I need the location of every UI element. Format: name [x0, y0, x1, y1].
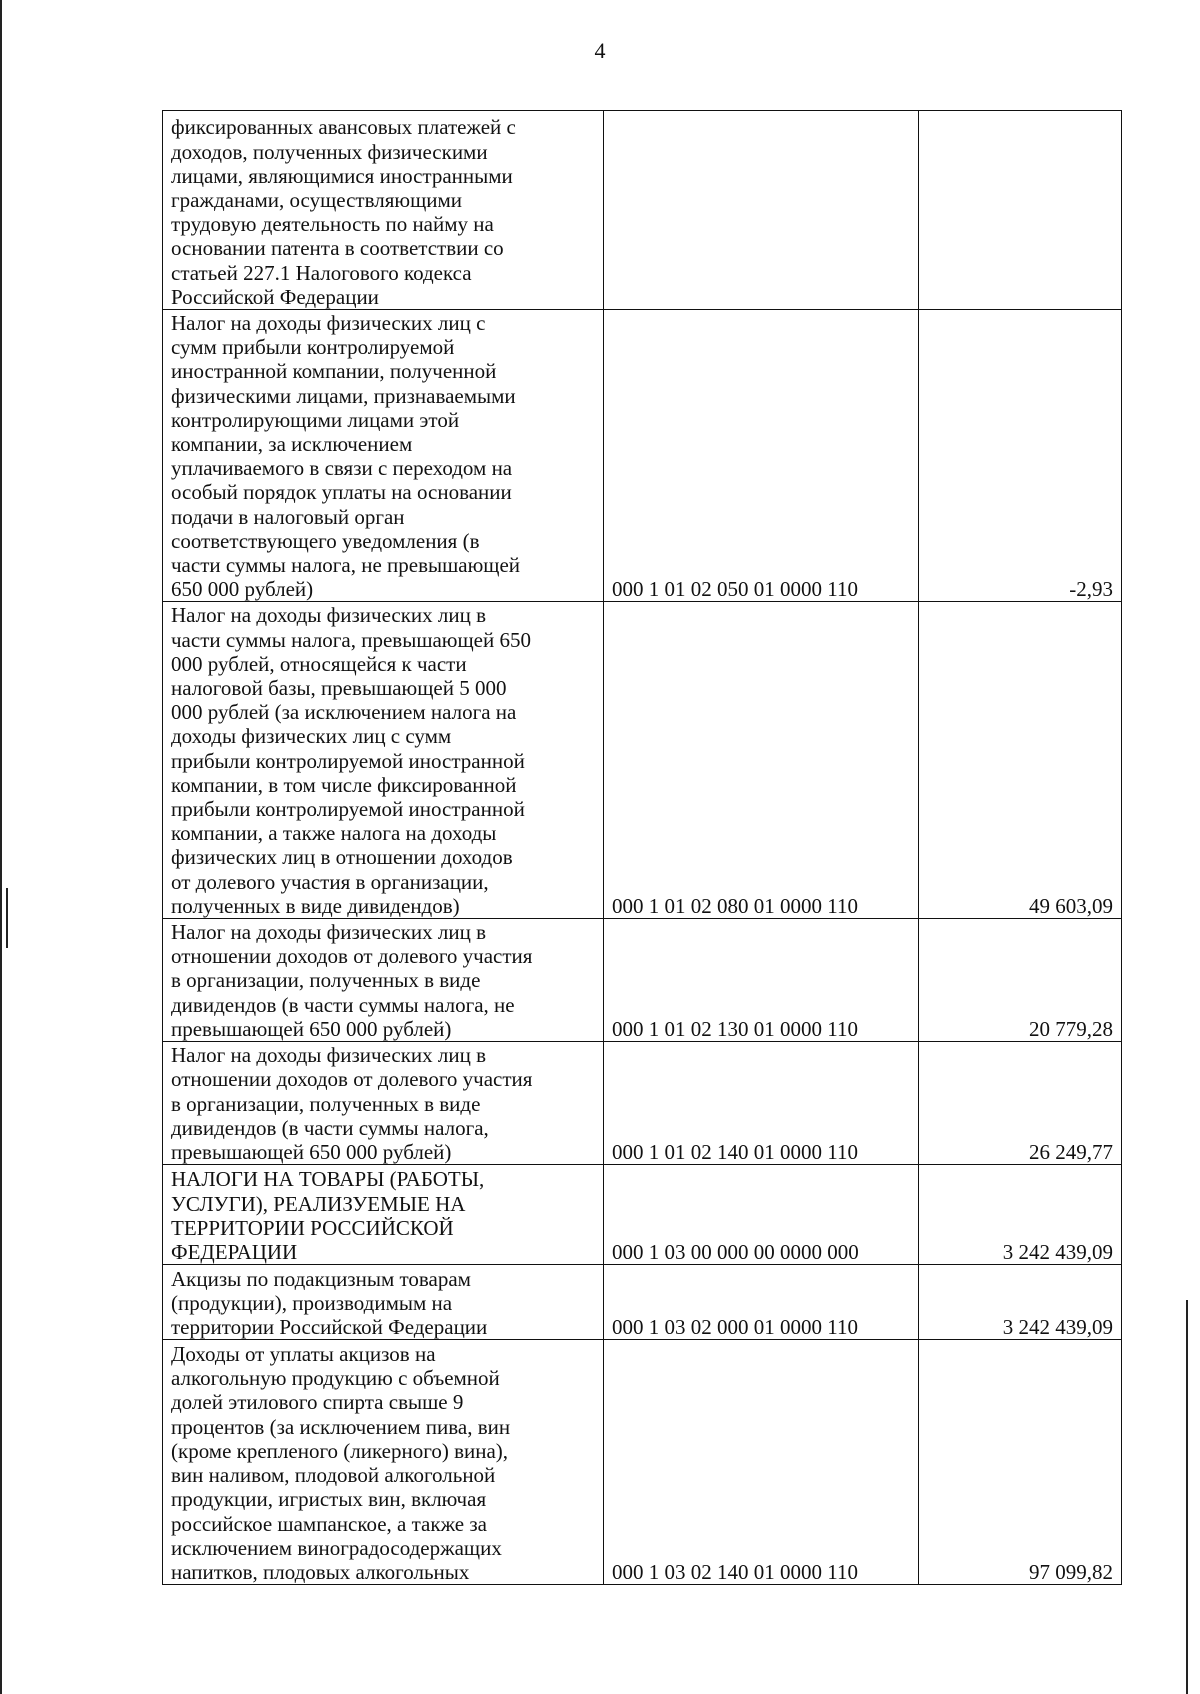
- row-name-cell: [163, 1042, 604, 1165]
- row-amount: 3 242 439,09: [1002, 1239, 1113, 1264]
- row-amount: 97 099,82: [1029, 1559, 1113, 1584]
- row-amount-cell: [919, 111, 1122, 310]
- table-row: [163, 1340, 1122, 1585]
- row-amount-cell: [919, 1042, 1122, 1165]
- row-code: 000 1 01 02 130 01 0000 110: [612, 1016, 858, 1041]
- page-number: 4: [594, 38, 606, 63]
- table-row: [163, 602, 1122, 919]
- row-code-cell: [604, 1042, 919, 1165]
- row-name: Налог на доходы физических лиц в отношении доходов от долевого участия в организации, полученных в виде дивидендов (в части суммы налога, не превышающей 650 000 рублей): [171, 920, 533, 1041]
- row-code: 000 1 03 00 000 00 0000 000: [612, 1239, 859, 1264]
- row-amount-cell: [919, 1165, 1122, 1265]
- row-code: 000 1 03 02 000 01 0000 110: [612, 1314, 858, 1339]
- row-name: НАЛОГИ НА ТОВАРЫ (РАБОТЫ, УСЛУГИ), РЕАЛИЗУЕМЫЕ НА ТЕРРИТОРИИ РОССИЙСКОЙ ФЕДЕРАЦИИ: [171, 1167, 485, 1264]
- row-amount: 26 249,77: [1029, 1139, 1113, 1164]
- row-code-cell: [604, 602, 919, 919]
- table-row: [163, 919, 1122, 1042]
- scan-edge-left: [0, 0, 2, 1694]
- row-code-cell: [604, 919, 919, 1042]
- row-name: Налог на доходы физических лиц в отношении доходов от долевого участия в организации, полученных в виде дивидендов (в части суммы налога, превышающей 650 000 рублей): [171, 1043, 533, 1164]
- row-amount: 20 779,28: [1029, 1016, 1113, 1041]
- row-code: 000 1 01 02 050 01 0000 110: [612, 577, 858, 602]
- row-name-cell: [163, 919, 604, 1042]
- table-row: [163, 111, 1122, 310]
- table-row: [163, 1165, 1122, 1265]
- row-name-cell: [163, 602, 604, 919]
- row-amount-cell: [919, 919, 1122, 1042]
- row-name: Доходы от уплаты акцизов на алкогольную продукцию с объемной долей этилового спирта свыше 9 процентов (за исключением пива, вин (кроме крепленого (ликерного) вина), вин наливом, плодовой алкогольной продукции, игристых вин, включая российское шампанское, а также за исключением виноградосодержащих напитков, плодовых алкогольных: [171, 1342, 511, 1584]
- row-name: Акцизы по подакцизным товарам (продукции), производимым на территории Российской Федерации: [171, 1266, 488, 1339]
- row-name-cell: [163, 111, 604, 310]
- row-code-cell: [604, 1265, 919, 1340]
- scan-mark: [6, 888, 8, 948]
- row-amount-cell: [919, 310, 1122, 602]
- row-code-cell: [604, 310, 919, 602]
- row-name: Налог на доходы физических лиц в части суммы налога, превышающей 650 000 рублей, относящейся к части налоговой базы, превышающей 5 000 000 рублей (за исключением налога на доходы физических лиц с сумм прибыли контролируемой иностранной компании, в том числе фиксированной прибыли контролируемой иностранной компании, а также налога на доходы физических лиц в отношении доходов от долевого участия в организации, полученных в виде дивидендов): [171, 603, 531, 918]
- row-code-cell: [604, 111, 919, 310]
- table-row: [163, 310, 1122, 602]
- row-code: 000 1 01 02 140 01 0000 110: [612, 1139, 858, 1164]
- table-row: [163, 1042, 1122, 1165]
- row-code-cell: [604, 1340, 919, 1585]
- scan-edge-right: [1186, 1300, 1188, 1694]
- row-name-cell: [163, 1265, 604, 1340]
- row-code: 000 1 03 02 140 01 0000 110: [612, 1559, 858, 1584]
- row-name-cell: [163, 1340, 604, 1585]
- row-amount-cell: [919, 1340, 1122, 1585]
- revenue-table: [162, 110, 1122, 1585]
- table-row: [163, 1265, 1122, 1340]
- row-code-cell: [604, 1165, 919, 1265]
- row-amount-cell: [919, 1265, 1122, 1340]
- row-name: фиксированных авансовых платежей с доходов, полученных физическими лицами, являющимися иностранными гражданами, осуществляющими трудовую деятельность по найму на основании патента в соответствии со статьей 227.1 Налогового кодекса Российской Федерации: [171, 115, 516, 309]
- row-name: Налог на доходы физических лиц с сумм прибыли контролируемой иностранной компании, полученной физическими лицами, признаваемыми контролирующими лицами этой компании, за исключением уплачиваемого в связи с переходом на особый порядок уплаты на основании подачи в налоговый орган соответствующего уведомления (в части суммы налога, не превышающей 650 000 рублей): [171, 311, 521, 602]
- row-amount: 49 603,09: [1029, 893, 1113, 918]
- row-name-cell: [163, 1165, 604, 1265]
- row-name-cell: [163, 310, 604, 602]
- row-amount-cell: [919, 602, 1122, 919]
- row-amount: 3 242 439,09: [1002, 1314, 1113, 1339]
- row-amount: -2,93: [1069, 577, 1113, 602]
- row-code: 000 1 01 02 080 01 0000 110: [612, 893, 858, 918]
